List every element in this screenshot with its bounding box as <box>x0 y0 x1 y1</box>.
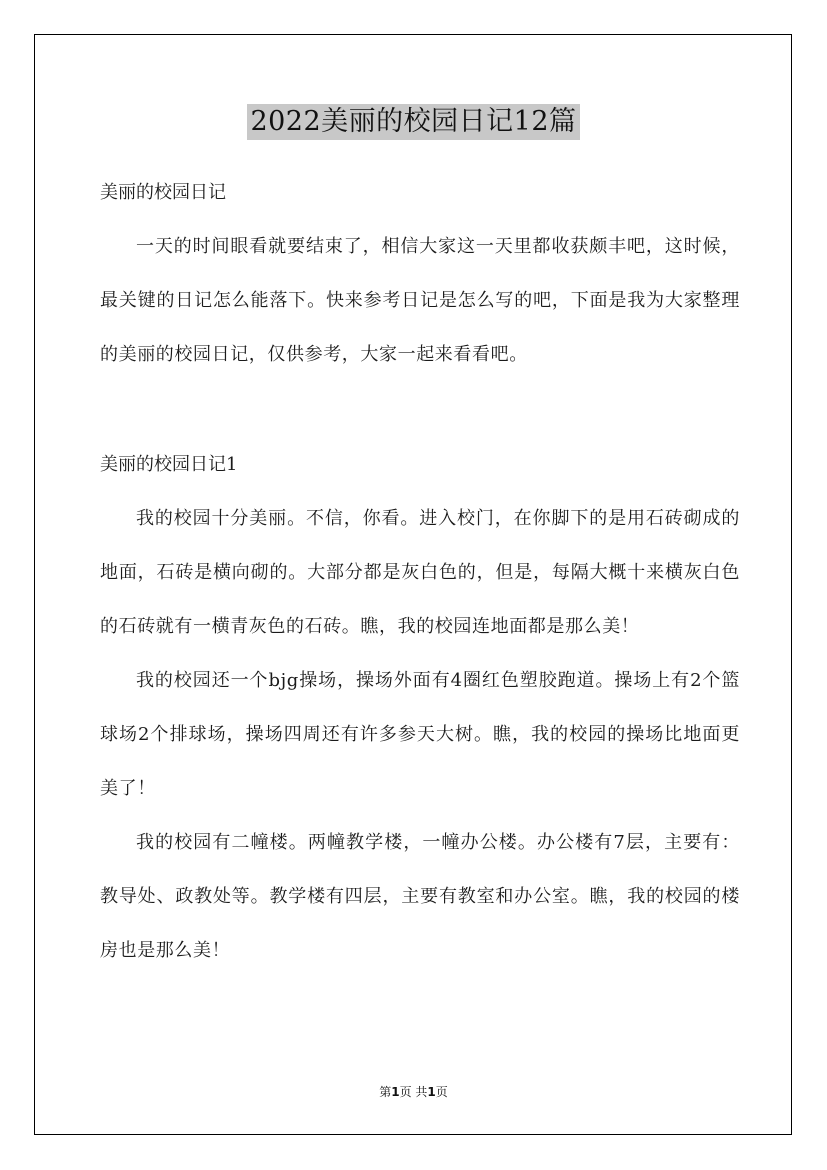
intro-heading: 美丽的校园日记 <box>100 182 226 203</box>
paragraph-2: 我的校园还一个bjg操场，操场外面有4圈红色塑胶跑道。操场上有2个篮球场2个排球场，操场四周还有许多参天大树。瞧，我的校园的操场比地面更美了！ <box>100 670 740 799</box>
page-footer <box>0 1083 827 1100</box>
intro-block <box>100 220 740 382</box>
footer-prefix: 第 <box>379 1085 392 1099</box>
section-body <box>100 492 740 978</box>
intro-paragraph: 一天的时间眼看就要结束了，相信大家这一天里都收获颇丰吧，这时候，最关键的日记怎么能落下。快来参考日记是怎么写的吧，下面是我为大家整理的美丽的校园日记，仅供参考，大家一起来看看吧。 <box>100 236 740 365</box>
document-title: 2022美丽的校园日记12篇 <box>247 104 579 140</box>
title-container <box>0 104 827 140</box>
footer-mid: 页 共 <box>399 1085 428 1099</box>
footer-suffix: 页 <box>435 1085 448 1099</box>
footer-total-pages: 1 <box>427 1085 436 1099</box>
section-heading: 美丽的校园日记1 <box>100 454 238 475</box>
footer-page-number: 1 <box>391 1085 400 1099</box>
paragraph-1: 我的校园十分美丽。不信，你看。进入校门，在你脚下的是用石砖砌成的地面，石砖是横向砌的。大部分都是灰白色的，但是，每隔大概十来横灰白色的石砖就有一横青灰色的石砖。瞧，我的校园连地面都是那么美！ <box>100 508 740 637</box>
paragraph-3: 我的校园有二幢楼。两幢教学楼，一幢办公楼。办公楼有7层，主要有：教导处、政教处等。教学楼有四层，主要有教室和办公室。瞧，我的校园的楼房也是那么美！ <box>100 832 740 961</box>
